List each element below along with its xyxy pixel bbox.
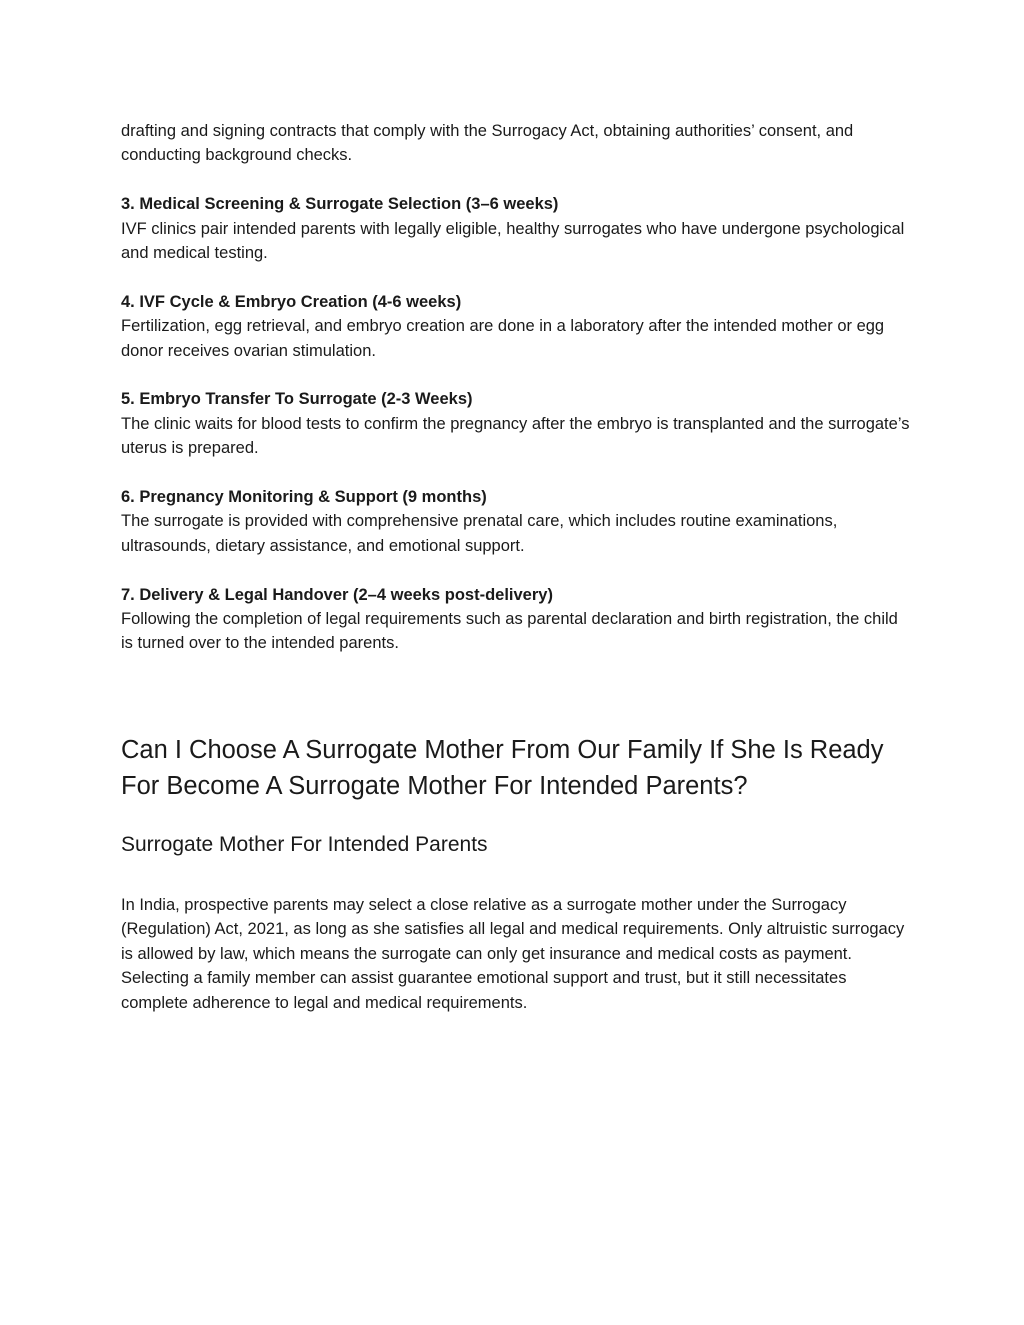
step-body: IVF clinics pair intended parents with legally eligible, healthy surrogates who have undergone psychological and medical testing. <box>121 219 905 263</box>
step-6 <box>121 485 911 558</box>
section-heading: Can I Choose A Surrogate Mother From Our Family If She Is Ready For Become A Surrogate Mother For Intended Parents? <box>121 736 884 800</box>
step-title: 5. Embryo Transfer To Surrogate (2-3 Weeks) <box>121 390 473 409</box>
step-title: 7. Delivery & Legal Handover (2–4 weeks post-delivery) <box>121 585 553 604</box>
step-title: 3. Medical Screening & Surrogate Selection (3–6 weeks) <box>121 195 559 214</box>
step-4 <box>121 290 911 363</box>
step-body: Fertilization, egg retrieval, and embryo creation are done in a laboratory after the intended mother or egg donor receives ovarian stimulation. <box>121 317 885 360</box>
intro-paragraph: drafting and signing contracts that comply with the Surrogacy Act, obtaining authorities’ consent, and conducting background checks. <box>121 122 854 165</box>
document-page <box>121 119 911 1012</box>
step-body: Following the completion of legal requirements such as parental declaration and birth registration, the child is turned over to the intended parents. <box>121 610 898 653</box>
step-3 <box>121 192 911 265</box>
closing-paragraph: In India, prospective parents may select a close relative as a surrogate mother under the Surrogacy (Regulation) Act, 2021, as long as she satisfies all legal and medical requirements. Only altruistic surrogacy is allowed by law, which means the surrogate can only get insurance and medical costs as payment. Selecting a family member can assist guarantee emotional support and trust, but it still necessitates complete adherence to legal and medical requirements. <box>121 896 905 1012</box>
step-title: 4. IVF Cycle & Embryo Creation (4-6 weeks) <box>121 292 462 311</box>
step-5 <box>121 387 911 460</box>
step-title: 6. Pregnancy Monitoring & Support (9 months) <box>121 488 487 507</box>
step-body: The surrogate is provided with comprehensive prenatal care, which includes routine examinations, ultrasounds, dietary assistance, and emotional support. <box>121 512 838 555</box>
step-body: The clinic waits for blood tests to confirm the pregnancy after the embryo is transplanted and the surrogate’s uterus is prepared. <box>121 414 910 458</box>
section-subheading: Surrogate Mother For Intended Parents <box>121 833 488 856</box>
step-7 <box>121 583 911 656</box>
